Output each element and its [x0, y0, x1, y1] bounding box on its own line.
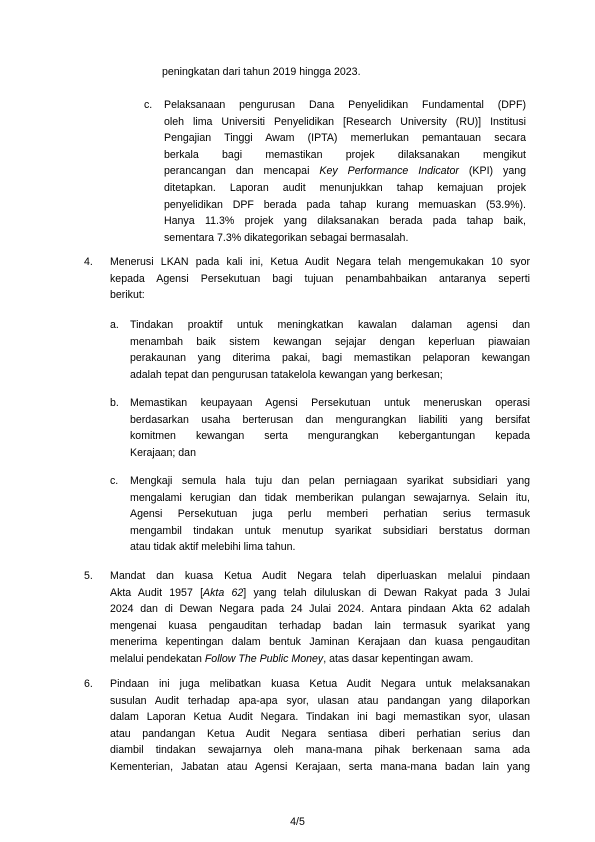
section-4-item-c-marker: c.: [110, 475, 119, 487]
text-line: mengenai kuasa pengauditan terhadap badan lain termasuk syarikat yang: [110, 619, 530, 632]
text-line: oleh lima Universiti Penyelidikan [Research University (RU)] Institusi: [164, 115, 526, 128]
section-5-number: 5.: [84, 570, 93, 582]
text-line: atau tidak aktif melebihi lima tahun.: [130, 541, 296, 554]
italic-term: Follow The Public Money: [204, 652, 324, 665]
text-line: mengambil tindakan untuk menutup syarikat subsidiari berstatus dorman: [130, 524, 530, 537]
text-line: Agensi Persekutuan juga perlu memberi perhatian serius termasuk: [130, 508, 530, 521]
text-line: komitmen kewangan serta mengurangkan kebergantungan kepada: [130, 430, 530, 443]
text-line: Tindakan proaktif untuk meningkatkan kawalan dalaman agensi dan: [130, 319, 530, 331]
text-line: Kerajaan; dan: [130, 446, 196, 459]
text-line: Hanya 11.3% projek yang dilaksanakan berada pada tahap baik,: [164, 215, 526, 228]
section-4-text: [110, 254, 530, 304]
section-4-item-b-text: [130, 395, 530, 461]
text-line: Kementerian, Jabatan atau Agensi Kerajaan, serta mana-mana badan lain yang: [110, 760, 530, 773]
text-line: Akta Audit 1957 [Akta 62] yang telah diluluskan di Dewan Rakyat pada 3 Julai: [110, 586, 530, 599]
text-line: ditetapkan. Laporan audit menunjukkan tahap kemajuan projek: [164, 181, 526, 194]
text-line: menambah baik sistem kewangan sejajar dengan keperluan piawaian: [130, 335, 530, 348]
text-line: Memastikan keupayaan Agensi Persekutuan untuk meneruskan operasi: [130, 397, 530, 409]
text-line: Pindaan ini juga melibatkan kuasa Ketua Audit Negara untuk melaksanakan: [110, 678, 530, 690]
text-line: penyelidikan DPF berada pada tahap kurang memuaskan (53.9%).: [164, 198, 526, 211]
section-4-item-a-text: [130, 317, 530, 383]
section-6-text: [110, 676, 530, 776]
text-line: menerima kepentingan dalam bentuk Jaminan Kerajaan dan kuasa pengauditan: [110, 636, 530, 649]
text-line: perakaunan yang diterima pakai, bagi memastikan pelaporan kewangan: [130, 352, 530, 365]
section-4-item-b-marker: b.: [110, 397, 119, 409]
italic-term: Akta 62: [203, 586, 244, 599]
text-line: berikut:: [110, 289, 145, 302]
text-line: berdasarkan usaha berterusan dan mengurangkan liabiliti yang bersifat: [130, 413, 530, 426]
italic-term: Key Performance Indicator: [319, 165, 459, 178]
text-line: melalui pendekatan Follow The Public Money, atas dasar kepentingan awam.: [110, 652, 474, 665]
section-6-number: 6.: [84, 678, 93, 690]
text-line: atau pandangan Ketua Audit Negara sentiasa diberi perhatian serius dan: [110, 727, 530, 740]
text-line: diambil tindakan sewajarnya oleh mana-mana pihak berkenaan sama ada: [110, 744, 530, 757]
text-line: dalam Laporan Ketua Audit Negara. Tindakan ini bagi memastikan syor, ulasan: [110, 711, 530, 724]
text-line: susulan Audit terhadap apa-apa syor, ulasan atau pandangan yang dilaporkan: [110, 694, 530, 707]
section-5-text: [110, 568, 530, 668]
text-line: Mengkaji semula hala tuju dan pelan perniagaan syarikat subsidiari yang: [130, 475, 530, 487]
text-line: 2024 dan di Dewan Negara pada 24 Julai 2024. Antara pindaan Akta 62 adalah: [110, 603, 530, 616]
item-c-prev-marker: c.: [144, 99, 153, 111]
text-line: Pelaksanaan pengurusan Dana Penyelidikan Fundamental (DPF): [164, 99, 526, 111]
text-line: berkala bagi memastikan projek dilaksanakan mengikut: [164, 148, 526, 161]
text-line: Mandat dan kuasa Ketua Audit Negara telah diperluaskan melalui pindaan: [110, 570, 530, 582]
item-c-prev-text: [164, 97, 526, 246]
text-line: Menerusi LKAN pada kali ini, Ketua Audit Negara telah mengemukakan 10 syor: [110, 256, 530, 268]
text-line: sementara 7.3% dikategorikan sebagai bermasalah.: [164, 231, 409, 244]
text-line: adalah tepat dan pengurusan tatakelola kewangan yang berkesan;: [130, 368, 443, 381]
section-4-item-c-text: [130, 473, 530, 556]
carry-over-text: [162, 64, 522, 81]
text-line: kepada Agensi Persekutuan bagi tujuan penambahbaikan antaranya seperti: [110, 272, 530, 285]
carry-over-line: peningkatan dari tahun 2019 hingga 2023.: [162, 66, 361, 78]
text-line: Pengajian Tinggi Awam (IPTA) memerlukan pemantauan secara: [164, 132, 526, 145]
text-line: perancangan dan mencapai Key Performance Indicator (KPI) yang: [164, 165, 526, 178]
text-line: mengalami kerugian dan tidak memberikan pulangan sewajarnya. Selain itu,: [130, 491, 530, 504]
page-number: 4/5: [290, 816, 305, 828]
section-4-number: 4.: [84, 256, 93, 268]
section-4-item-a-marker: a.: [110, 319, 119, 331]
